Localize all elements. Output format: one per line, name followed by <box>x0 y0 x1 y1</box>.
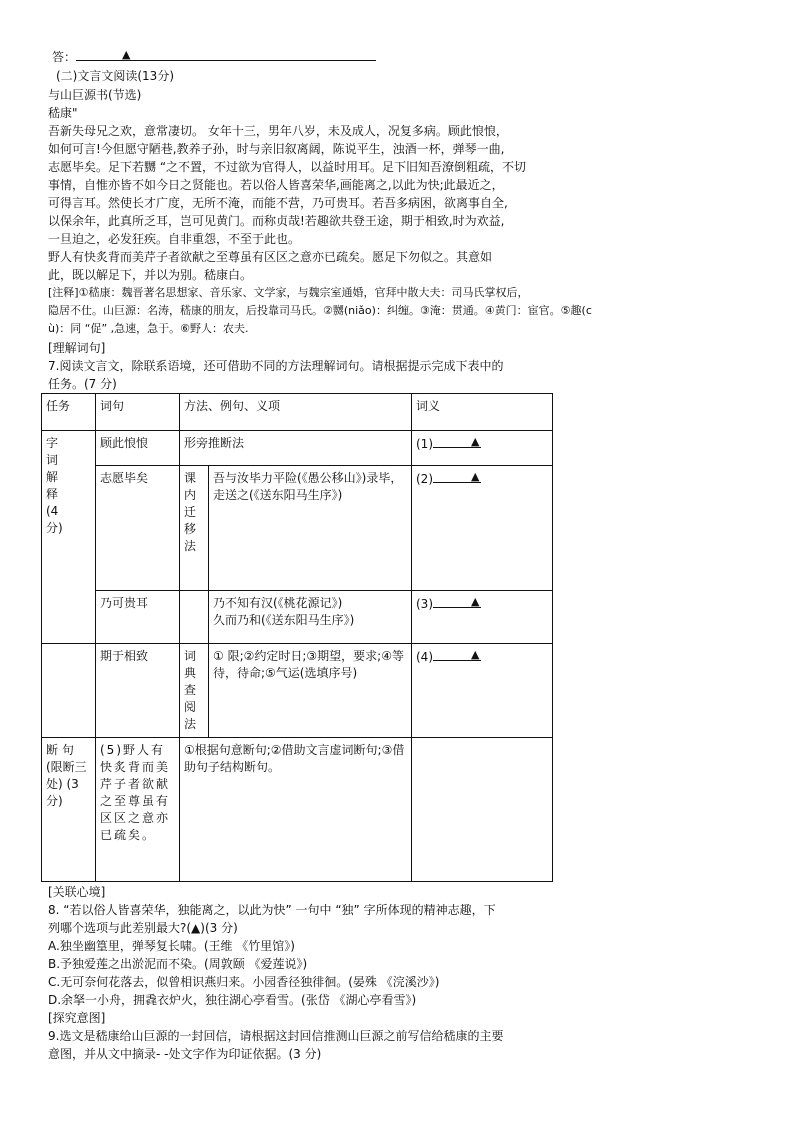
phrase-2: 志愿毕矣 <box>96 466 180 591</box>
header-phrase: 词句 <box>96 394 180 431</box>
header-task: 任务 <box>42 394 96 431</box>
task-table <box>41 393 553 882</box>
answer-line: 答： ▲ <box>52 48 376 66</box>
phrase-4: 期于相致 <box>96 644 180 738</box>
senses-4: ① 限;②约定时日;③期望，要求;④等待，待命;⑤气运(选填序号) <box>209 644 412 738</box>
section-heading: [关联心境] <box>48 885 106 899</box>
passage-line: 以保余年，此真所乏耳，岂可见黄门。而称贞哉!若趣欲共登王途，期于相致,时为欢益, <box>48 214 505 228</box>
question-9: 9.选文是嵇康给山巨源的一封回信，请根据这封回信推测山巨源之前写信给嵇康的主要 <box>48 1029 504 1043</box>
passage-line: 一旦迫之，必发狂疾。自非重怨，不至于此也。 <box>48 232 301 246</box>
passage-line: 可得言耳。然使长才广度，无所不淹，而能不营，乃可贵耳。若吾多病困，欲离事自全, <box>48 196 508 210</box>
example-3: 乃不知有汉(《桃花源记》) 久而乃和(《送东阳马生序》) <box>209 591 412 644</box>
header-method: 方法、例句、义项 <box>180 394 412 431</box>
answer-2[interactable]: (2) ▲ <box>412 466 553 591</box>
note-line: ù)：同 “促” ,急速，急于。⑥野人：农夫. <box>48 322 249 335</box>
passage-line: 事情，自惟亦皆不如今日之贤能也。若以俗人皆喜荣华,画能离之,以此为快;此最近之， <box>48 178 504 192</box>
option-a[interactable]: A.独坐幽篁里，弹琴复长啸。(王维 《竹里馆》) <box>48 939 295 953</box>
note-line: [注释]①嵇康：魏晋著名思想家、音乐家、文学家，与魏宗室通婚，官拜中散大夫：司马氏掌权后， <box>48 286 529 299</box>
question-7-cont: 任务。(7 分) <box>48 377 117 391</box>
question-8-cont: 列哪个选项与此差别最大?(▲)(3 分) <box>48 921 238 935</box>
option-d[interactable]: D.余拏一小舟，拥毳衣炉火，独往湖心亭看雪。(张岱 《湖心亭看雪》) <box>48 993 417 1007</box>
answer-3[interactable]: (3) ▲ <box>412 591 553 644</box>
phrase-1: 顾此悢悢 <box>96 431 180 466</box>
task-empty <box>42 644 96 738</box>
method-transfer: 课内迁移法 <box>180 466 209 591</box>
method-empty <box>180 591 209 644</box>
note-line: 隐居不仕。山巨源：名涛，嵇康的朋友，后投靠司马氏。②嬲(niǎo)：纠缠。③淹：贯通。④黄门：宦官。⑤趣(c <box>48 304 592 317</box>
method-dictionary: 词典查阅法 <box>180 644 209 738</box>
article-title: 与山巨源书(节选) <box>48 88 142 102</box>
phrase-3: 乃可贵耳 <box>96 591 180 644</box>
option-c[interactable]: C.无可奈何花落去，似曾相识燕归来。小园香径独徘徊。(晏殊 《浣溪沙》) <box>48 975 440 989</box>
sentence-5[interactable]: (5)野人有快炙背而美芹子者欲献之至尊虽有区区之意亦已疏矣。 <box>96 738 180 882</box>
article-author: 嵇康" <box>48 106 78 120</box>
answer-4[interactable]: (4) ▲ <box>412 644 553 738</box>
example-2: 吾与汝毕力平险(《愚公移山》)录毕，走送之(《送东阳马生序》) <box>209 466 412 591</box>
passage-line: 此，既以解足下，并以为别。嵇康白。 <box>48 268 253 282</box>
answer-blank[interactable]: ▲ <box>76 48 376 61</box>
answer-1[interactable]: (1) ▲ <box>412 431 553 466</box>
passage-line: 野人有快炙背而美芹子者欲献之至尊虽有区区之意亦已疏矣。愿足下勿似之。其意如 <box>48 250 493 264</box>
question-9-cont: 意图，并从文中摘录- -处文字作为印证依据。(3 分) <box>48 1047 322 1061</box>
method-1: 形旁推断法 <box>180 431 412 466</box>
section-heading: [理解词句] <box>48 341 106 355</box>
question-7: 7.阅读文言文，除联系语境，还可借助不同的方法理解词句。请根据提示完成下表中的 <box>48 359 504 373</box>
passage-line: 吾新失母兄之欢，意常凄切。 女年十三，男年八岁，未及成人，况复多病。顾此悢悢， <box>48 124 508 138</box>
section-title: (二)文言文阅读(13分) <box>56 69 174 83</box>
task-sentence-break: 断 句 (限断三处) (3分) <box>42 738 96 882</box>
option-b[interactable]: B.予独爱莲之出淤泥而不染。(周敦颐 《爱莲说》) <box>48 957 308 971</box>
passage-line: 志愿毕矣。足下若嬲 “之不置，不过欲为官得人，以益时用耳。足下旧知吾潦倒粗疏，不切 <box>48 160 527 174</box>
section-heading: [探究意图] <box>48 1011 106 1025</box>
question-8: 8. “若以俗人皆喜荣华，独能离之，以此为快” 一句中 “独” 字所体现的精神志趣，下 <box>48 903 496 917</box>
passage-line: 如何可言!今但愿守陋巷,教养子孙，时与亲旧叙离阔，陈说平生，浊酒一杯，弹琴一曲, <box>48 142 505 156</box>
method-5: ①根据句意断句;②借助文言虚词断句;③借助句子结构断句。 <box>180 738 412 882</box>
header-meaning: 词义 <box>412 394 553 431</box>
task-word-explain: 字词解释(4分) <box>42 431 96 644</box>
answer-5-empty <box>412 738 553 882</box>
